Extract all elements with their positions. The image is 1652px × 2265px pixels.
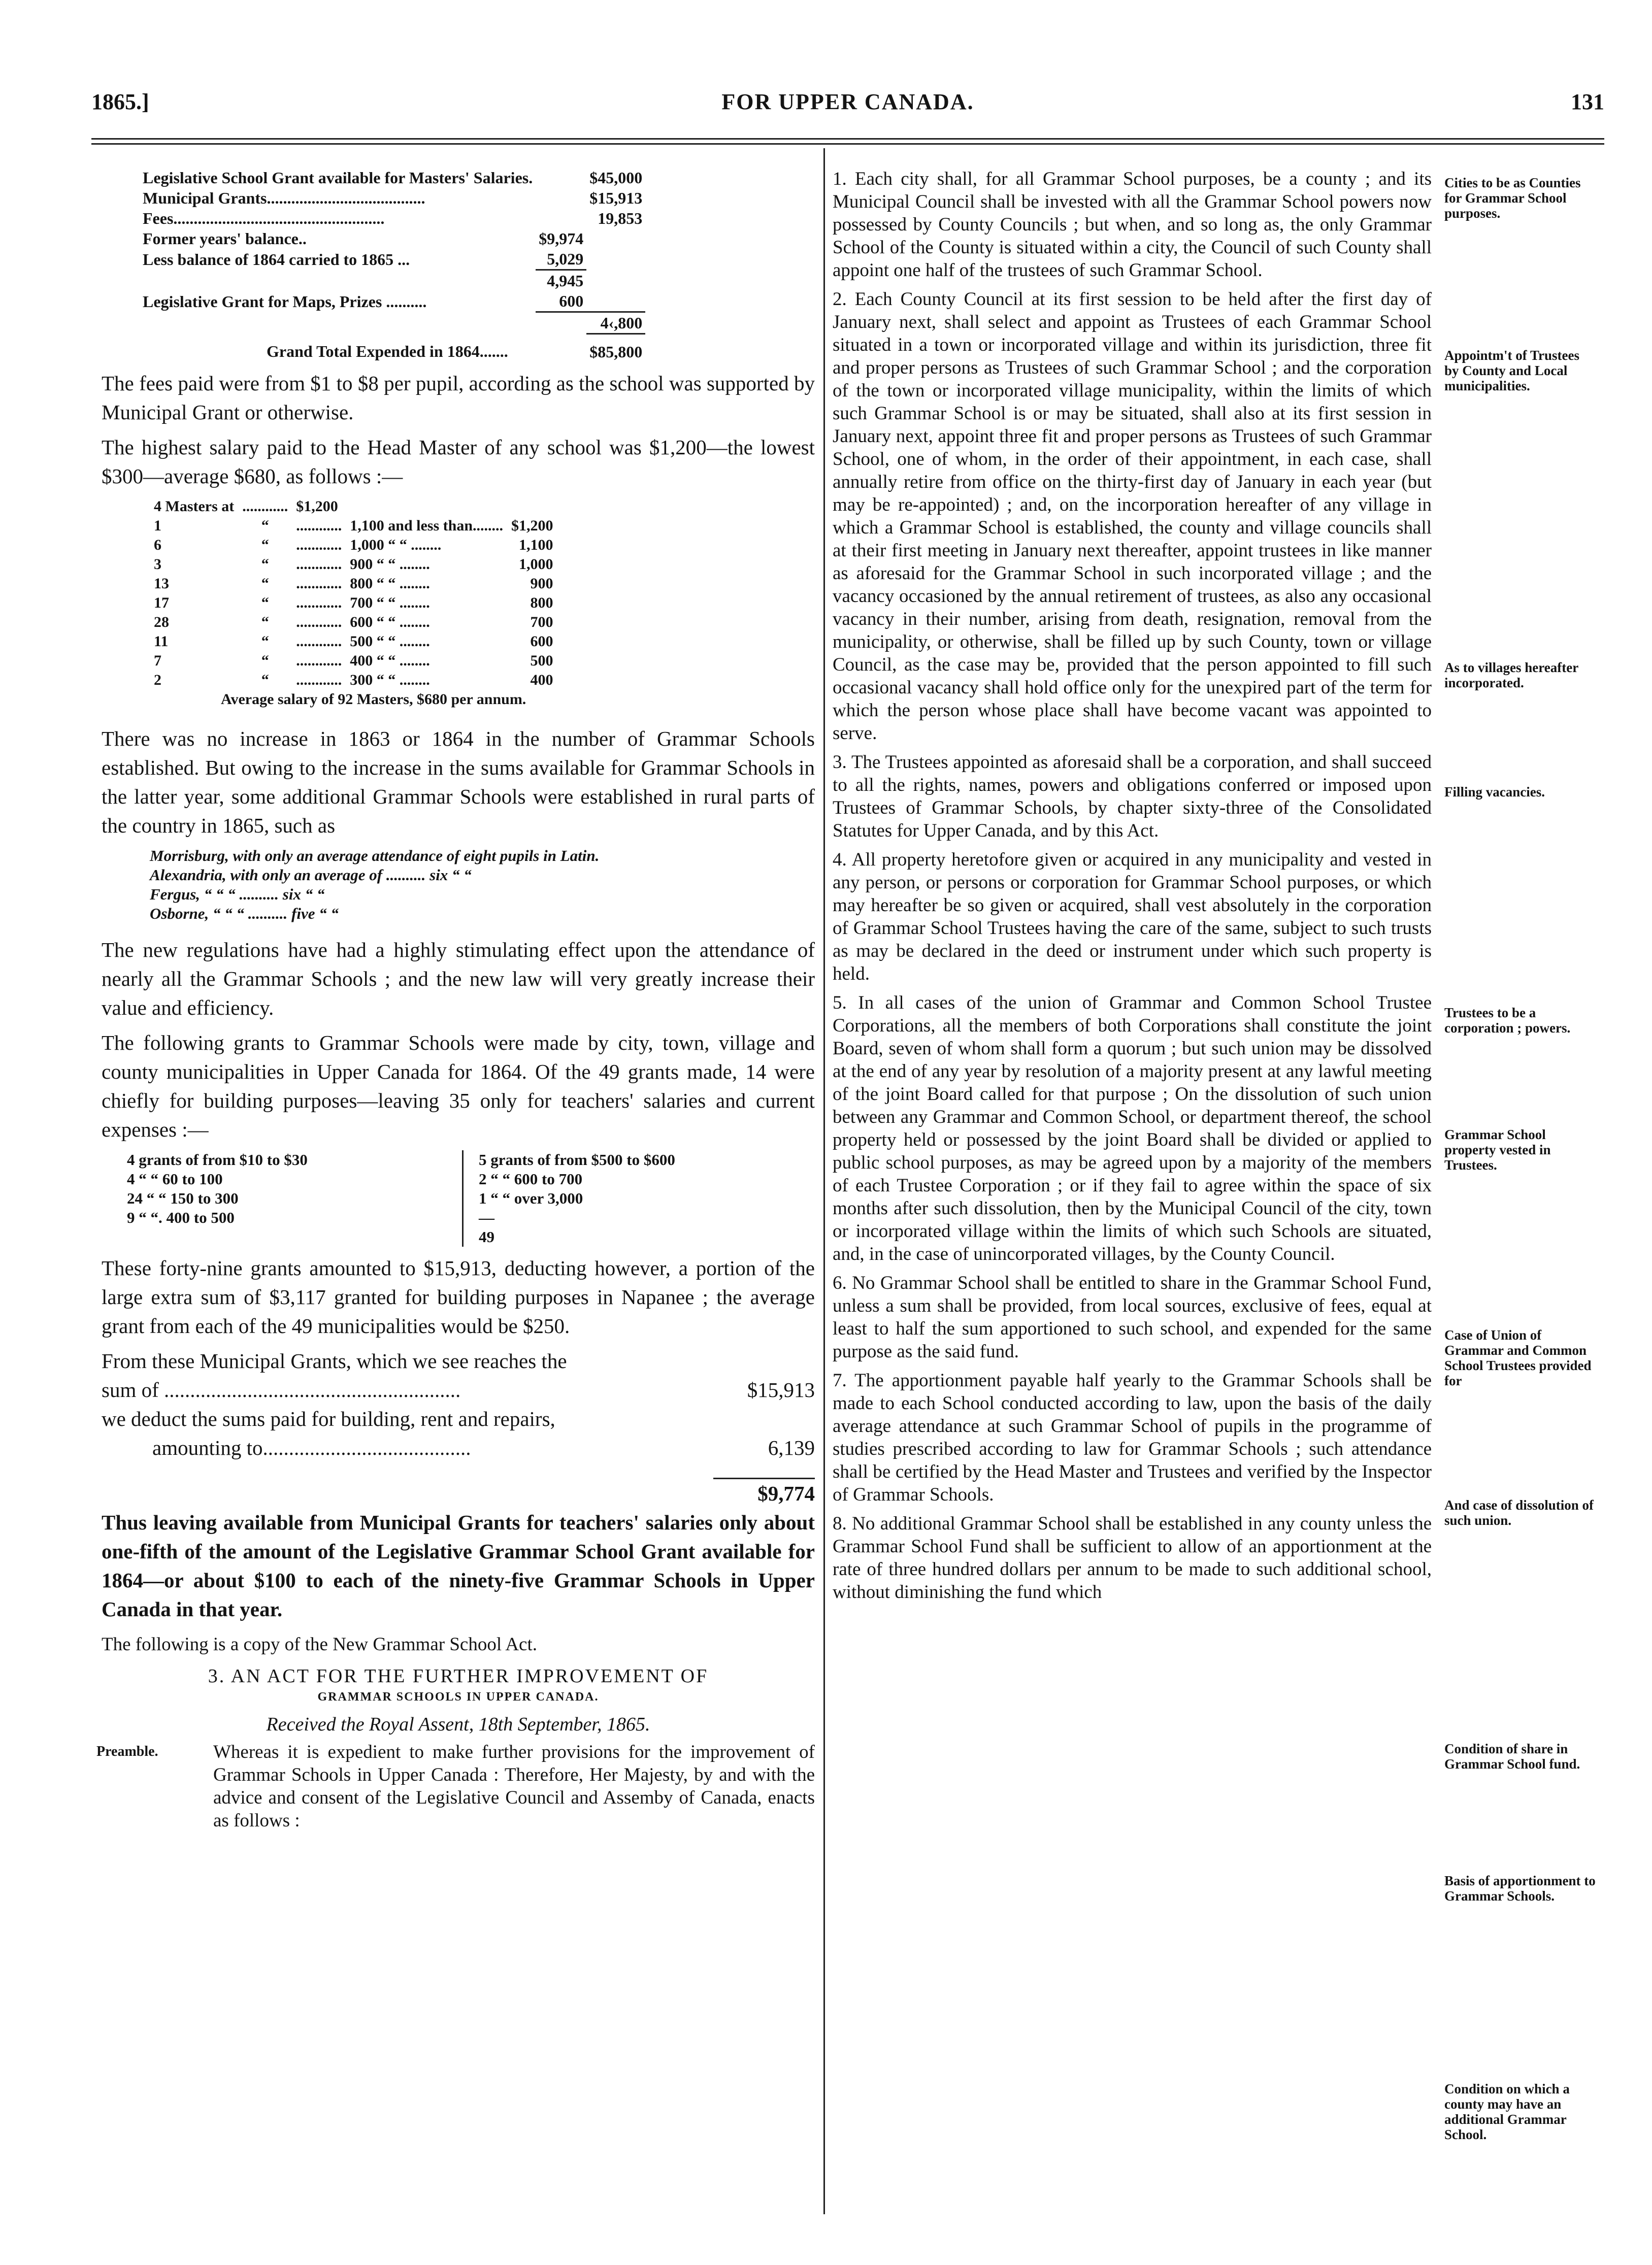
paragraph-regulations: The new regulations have had a highly stimulating effect upon the attendance of nearly all the Grammar Schools ; and the new law will very greatly increase their value and efficiency. [102, 938, 815, 1019]
grants-right [462, 1150, 814, 1247]
deduct-line: we deduct the sums paid for building, rent and repairs, [102, 1407, 555, 1430]
finance-row: Legislative School Grant available for Masters' Salaries. $45,000 [143, 169, 643, 187]
header-year: 1865.] [91, 89, 149, 114]
grants-table [127, 1150, 815, 1247]
page-header [91, 89, 1604, 124]
list-item: — [479, 1209, 494, 1226]
margin-note: Condition on which a county may have an additional Grammar School. [1444, 2081, 1570, 2142]
list-item: Alexandria, with only an average of .......... six “ “ [150, 866, 472, 884]
list-item: 1 “ “ over 3,000 [479, 1189, 583, 1207]
header-rule-bottom [91, 143, 1604, 145]
section-4: 4. All property heretofore given or acquired in any municipality and vested in any person, or persons or corporation for Grammar School purposes, or which may hereafter be so given or acquired, shall vest absolutely in the corporation of Grammar School Trustees having the care of the same, subject to such trusts as may be declared in the deed or instrument under which such property is held. [833, 849, 1432, 984]
margin-note: And case of dissolution of such union. [1444, 1497, 1594, 1528]
paragraph-from-grants: From these Municipal Grants, which we see reaches the [102, 1349, 567, 1373]
royal-assent: Received the Royal Assent, 18th September, 1865. [266, 1714, 650, 1735]
grants-left [127, 1150, 462, 1247]
towns-list [150, 846, 815, 923]
list-item: Osborne, “ “ “ .......... five “ “ [150, 905, 339, 922]
finance-row: Less balance of 1864 carried to 1865 ... 5,029 [143, 250, 584, 269]
salary-row: 13 “ ............ 800 “ “ ........ 900 [154, 575, 553, 592]
section-2: 2. Each County Council at its first session to be held after the first day of January next, shall select and appoint as Trustees of each Grammar School situated in a town or incorporated village and within its jurisdiction, three fit and proper persons as Trustees of such Grammar School ; and the corporation of the town or incorporated village municipality, within the limits of which such Grammar School is or may be situated, shall also at its first session in January next, appoint three fit and proper persons as Trustees of such Grammar School, one of whom, in the order of their appointment, in each case, shall annually retire from office on the thirty-first day of January in each year (but may be re-appointed) ; and, on the incorporation hereafter of any village in which a Grammar School is established, the county and village councils shall at their first meeting in January next thereafter, appoint trustees in like manner as aforesaid for the Grammar School in such incorporated village ; and the vacancy occasioned by the annual retirement of trustees, as also any occasional vacancy in their number, arising from death, resignation, removal from the municipality, or otherwise, shall be filled up by such County, town or village Council, as the case may be, provided that the person appointed to fill such occasional vacancy shall hold office only for the unexpired part of the term for which the person whose place shall have become vacant was appointed to serve. [833, 289, 1432, 744]
section-3: 3. The Trustees appointed as aforesaid shall be a corporation, and shall succeed to all the rights, names, powers and obligations conferred or imposed upon Trustees of Grammar Schools, by chapter sixty-three of the Consolidated Statutes for Upper Canada, and by this Act. [833, 752, 1432, 841]
remaining-value: $9,774 [713, 1478, 815, 1508]
list-item: 49 [479, 1228, 494, 1246]
salary-row: 1 “ ............ 1,100 and less than........ $1,200 [154, 517, 553, 534]
paragraph-leaving: Thus leaving available from Municipal Grants for teachers' salaries only about one-fifth of the amount of the Legislative Grammar School Grant available for 1864—or about $100 to each of the ninety-five Grammar Schools in Upper Canada in that year. [102, 1511, 815, 1621]
margin-note: Condition of share in Grammar School fund. [1444, 1741, 1580, 1772]
salary-table [150, 497, 557, 709]
finance-grand-total: Grand Total Expended in 1864....... $85,800 [140, 334, 645, 362]
preamble-label: Preamble. [96, 1744, 158, 1759]
margin-note: Case of Union of Grammar and Common School Trustees provided for [1444, 1327, 1592, 1388]
margin-note: Appointm't of Trustees by County and Local municipalities. [1444, 348, 1580, 393]
section-5: 5. In all cases of the union of Grammar and Common School Trustee Corporations, all the members of both Corporations shall constitute the joint Board, seven of whom shall form a quorum ; but such union may be dissolved at the end of any year by resolution of a majority present at any lawful meeting of the joint Board called for that purpose ; On the dissolution of such union between any Grammar and Common School, or department thereof, the school property held or possessed by the joint Board shall be divided or applied to public school purposes, as may be agreed upon by a majority of the members of each Trustee Corporation ; or if they fail to agree within the space of six months after such dissolution, then by the Municipal Council of the city, town or incorporated village within the limits of which such Schools are situated, and, in the case of unincorporated villages, by the County Council. [833, 992, 1432, 1264]
finance-row: Legislative Grant for Maps, Prizes .......... 600 [143, 292, 584, 311]
section-8: 8. No additional Grammar School shall be established in any county unless the Grammar School Fund shall be sufficient to allow of an apportionment at the rate of three hundred dollars per annum to be made to such additional school, without diminishing the fund which [833, 1513, 1432, 1603]
paragraph-grants: The following grants to Grammar Schools were made by city, town, village and county municipalities in Upper Canada for 1864. Of the 49 grants made, 14 were chiefly for building purposes—leaving 35 only for teachers' salaries and current expenses :— [102, 1031, 815, 1141]
salary-row: 4 Masters at ............ $1,200 [154, 498, 338, 515]
page-number: 131 [1571, 89, 1604, 114]
salary-row: 2 “ ............ 300 “ “ ........ 400 [154, 672, 553, 688]
list-item: 24 “ “ 150 to 300 [127, 1189, 239, 1207]
salary-average: Average salary of 92 Masters, $680 per annum. [221, 691, 526, 708]
section-7: 7. The apportionment payable half yearly to the Grammar Schools shall be made to each School conducted according to law, upon the basis of the daily average attendance at such Grammar School of pupils in the programme of studies prescribed according to law for Grammar Schools ; such attendance shall be certified by the Head Master and Trustees and verified by the Inspector of Grammar Schools. [833, 1370, 1432, 1505]
header-title: FOR UPPER CANADA. [721, 89, 974, 114]
list-item: Morrisburg, with only an average attendance of eight pupils in Latin. [150, 847, 600, 864]
list-item: 2 “ “ 600 to 700 [479, 1170, 583, 1188]
salary-row: 28 “ ............ 600 “ “ ........ 700 [154, 614, 553, 630]
amount-line: amounting to........................................ 6,139 [152, 1436, 815, 1459]
paragraph-forty-nine: These forty-nine grants amounted to $15,913, deducting however, a portion of the large extra sum of $3,117 granted for building purposes in Napanee ; the average grant from each of the 49 municipalities would be $250. [102, 1256, 815, 1338]
finance-row: 4,945 [140, 270, 645, 291]
finance-row: 4‹,800 [140, 312, 645, 334]
finance-row: Former years' balance.. $9,974 [143, 229, 584, 248]
paragraph-increase: There was no increase in 1863 or 1864 in the number of Grammar Schools established. But owing to the increase in the sums available for Grammar Schools in the latter year, some additional Grammar Schools were established in rural parts of the country in 1865, such as [102, 727, 815, 837]
act-subtitle: GRAMMAR SCHOOLS IN UPPER CANADA. [317, 1690, 599, 1704]
paragraph-copy: The following is a copy of the New Grammar School Act. [102, 1634, 537, 1655]
finance-row: Fees.................................................... 19,853 [143, 209, 643, 227]
preamble-text: Whereas it is expedient to make further provisions for the improvement of Grammar Schools in Upper Canada : Therefore, Her Majesty, by and with the advice and consent of the Legislative Council and Assemby of Canada, enacts as follows : [213, 1742, 815, 1831]
salary-row: 6 “ ............ 1,000 “ “ ........ 1,100 [154, 537, 553, 553]
list-item: 5 grants of from $500 to $600 [479, 1151, 675, 1169]
sum-line: sum of ......................................................... $15,913 [102, 1378, 815, 1402]
preamble-block [96, 1741, 815, 1832]
finance-row: Municipal Grants....................................... $15,913 [143, 189, 643, 207]
margin-note: Grammar School property vested in Trustees. [1444, 1127, 1551, 1173]
paragraph-fees: The fees paid were from $1 to $8 per pupil, according as the school was supported by Municipal Grant or otherwise. [102, 372, 815, 424]
left-column [96, 168, 815, 1838]
margin-note: Basis of apportionment to Grammar Schools. [1444, 1873, 1596, 1904]
paragraph-salary: The highest salary paid to the Head Master of any school was $1,200—the lowest $300—average $680, as follows :— [102, 436, 815, 488]
column-divider [823, 148, 825, 2214]
margin-note: Trustees to be a corporation ; powers. [1444, 1005, 1571, 1036]
salary-row: 7 “ ............ 400 “ “ ........ 500 [154, 652, 553, 669]
list-item: Fergus, “ “ “ .......... six “ “ [150, 885, 325, 903]
finance-table [140, 168, 645, 362]
list-item: 9 “ “. 400 to 500 [127, 1209, 235, 1226]
section-6: 6. No Grammar School shall be entitled to share in the Grammar School Fund, unless a sum shall be provided, from local sources, exclusive of fees, equal at least to half the sum apportioned to such school, and expended for the same purpose as the said fund. [833, 1273, 1432, 1362]
section-1: 1. Each city shall, for all Grammar School purposes, be a county ; and its Municipal Council shall be invested with all the Grammar School powers now possessed by County Councils ; but when, and so long as, the only Grammar School of the County is situated within a city, the Council of such County shall appoint one half of the trustees of such Grammar School. [833, 169, 1432, 281]
salary-row: 11 “ ............ 500 “ “ ........ 600 [154, 633, 553, 650]
margin-note: Filling vacancies. [1444, 784, 1545, 800]
margin-note: Cities to be as Counties for Grammar School purposes. [1444, 175, 1581, 221]
salary-row: 3 “ ............ 900 “ “ ........ 1,000 [154, 556, 553, 573]
right-column [833, 168, 1432, 1610]
act-title: 3. AN ACT FOR THE FURTHER IMPROVEMENT OF [208, 1666, 709, 1687]
list-item: 4 “ “ 60 to 100 [127, 1170, 223, 1188]
list-item: 4 grants of from $10 to $30 [127, 1151, 308, 1169]
margin-note: As to villages hereafter incorporated. [1444, 660, 1578, 690]
header-rule-top [91, 138, 1604, 140]
salary-row: 17 “ ............ 700 “ “ ........ 800 [154, 594, 553, 611]
